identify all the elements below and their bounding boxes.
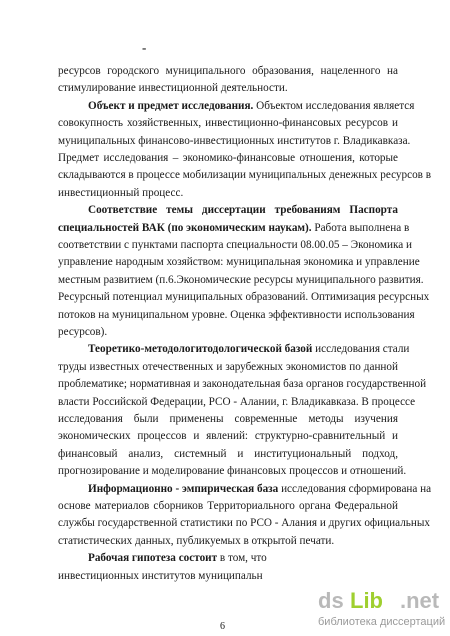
text-run: совокупность хозяйственных, инвестиционно-финансовых ресурсов и: [58, 117, 398, 130]
text-line: [88, 551, 398, 565]
text-line: [58, 429, 398, 443]
text-line: [58, 464, 407, 478]
bold-phrase: Теоретико-методологитодологической базой: [88, 343, 313, 356]
text-line: [58, 534, 398, 548]
text-run: Предмет исследования – экономико-финансовые отношения, которые: [58, 152, 398, 164]
text-run: статистических данных, публикуемых в открытой печати.: [58, 534, 335, 547]
text-run: управление народным хозяйством: муниципальная экономика и управление: [58, 256, 420, 269]
text-line: [58, 168, 432, 182]
logo-net: .net: [400, 588, 440, 613]
text-run: муниципальных финансово-инвестиционных институтов г. Владикавказа.: [58, 134, 411, 147]
text-run: исследования были применены современные методы изучения: [58, 413, 398, 425]
text-run: исследования сформирована на: [278, 482, 432, 495]
text-run: инвестиционных институтов муниципальн: [58, 569, 263, 582]
text-run: инвестиционный процесс.: [58, 186, 184, 199]
text-run: потоков на муниципальном уровне. Оценка эффективности использования: [58, 308, 415, 321]
text-run: Ресурсный потенциал муниципальных образований. Оптимизация ресурсных: [58, 291, 430, 304]
text-line: [58, 186, 398, 200]
bold-phrase: Рабочая гипотеза состоит: [88, 552, 218, 565]
page-number: 6: [220, 621, 225, 632]
watermark-subtitle: библиотека диссертаций: [318, 616, 446, 628]
text-run: стимулирование инвестиционной деятельности.: [58, 82, 288, 95]
text-run: складываются в процессе мобилизации муниципальных денежных ресурсов в: [58, 169, 432, 182]
text-line: [58, 134, 411, 148]
text-run: исследования стали: [312, 343, 410, 356]
text-line: [58, 395, 416, 409]
text-line: [58, 308, 415, 322]
text-run: соответствии с пунктами паспорта специальности 08.00.05 – Экономика и: [58, 239, 412, 251]
text-line: [58, 569, 398, 583]
logo-ds: ds: [318, 588, 344, 613]
bold-phrase: Объект и предмет исследования.: [88, 99, 254, 112]
bold-phrase: Информационно - эмпирическая база: [88, 482, 279, 495]
text-run: власти Российской Федерации, РСО - Алании, г. Владикавказа. В процессе: [58, 395, 416, 408]
page-marker: -: [142, 40, 147, 55]
text-line: [88, 342, 410, 356]
bold-phrase: Соответствие темы диссертации требованиям Паспорта: [88, 204, 398, 217]
text-run: местным развитием (п.6.Экономические ресурсы муниципального развития.: [58, 273, 424, 286]
text-line: [58, 516, 430, 530]
text-line: [58, 412, 398, 426]
text-run: службы государственной статистики по РСО - Алания и других официальных: [58, 517, 430, 530]
text-run: труды известных отечественных и зарубежных экономистов по данной: [58, 360, 398, 373]
text-line: [58, 447, 398, 461]
bold-phrase: специальностей ВАК (по экономическим наукам).: [58, 221, 312, 234]
watermark: [314, 588, 446, 630]
text-run: ресурсов городского муниципального образования, нацеленного на: [58, 65, 398, 77]
text-line: [88, 99, 415, 113]
text-run: проблематике; нормативная и законодательная база органов государственной: [58, 378, 427, 391]
text-line: [58, 116, 398, 130]
text-line: [58, 377, 427, 391]
dslib-logo: [314, 588, 442, 616]
text-run: Объектом исследования является: [253, 99, 415, 112]
text-line: [58, 325, 398, 339]
text-line: [58, 499, 398, 513]
text-run: Работа выполнена в: [311, 221, 410, 234]
text-run: финансовый анализ, системный и институциональный подход,: [58, 447, 398, 460]
text-run: в том, что: [217, 552, 267, 565]
text-line: [58, 255, 420, 269]
text-line: [58, 151, 398, 165]
text-line: [58, 290, 430, 304]
text-line: [58, 81, 398, 95]
text-line: [58, 273, 424, 287]
text-line: [88, 203, 398, 217]
text-run: экономических процессов и явлений: структурно-сравнительный и: [58, 430, 398, 443]
text-line: [58, 360, 398, 374]
text-run: ресурсов).: [58, 326, 108, 338]
text-line: [58, 221, 410, 235]
logo-lib: Lib: [350, 588, 383, 613]
text-line: [58, 64, 398, 78]
text-line: [88, 482, 432, 496]
text-run: прогнозирование и моделирование финансовых процессов и отношений.: [58, 465, 407, 478]
text-run: основе материалов сборников Территориального органа Федеральной: [58, 500, 398, 512]
text-line: [58, 238, 412, 252]
